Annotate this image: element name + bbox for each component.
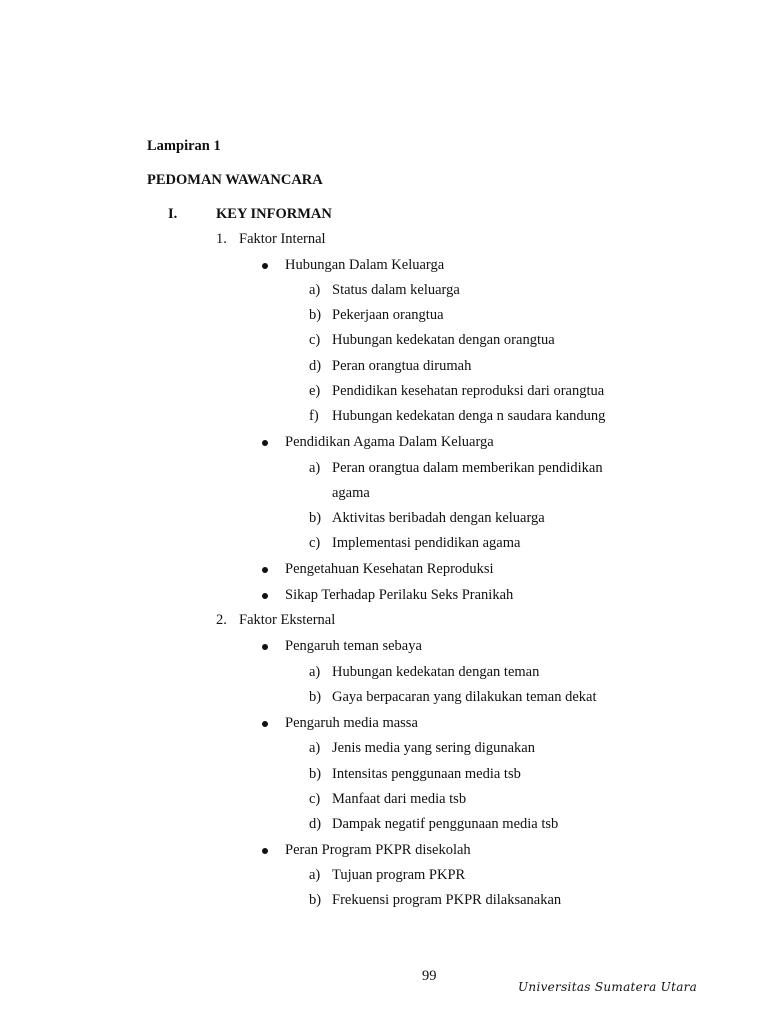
item-text: Gaya berpacaran yang dilakukan teman dekat (332, 689, 597, 705)
topic-title: Peran Program PKPR disekolah (285, 842, 471, 858)
item-text: Hubungan kedekatan denga n saudara kandung (332, 408, 606, 424)
topic-title: Pengaruh teman sebaya (285, 638, 422, 654)
item-text-continuation: agama (332, 485, 370, 501)
university-footer: Universitas Sumatera Utara (518, 980, 698, 994)
item-label: b) (309, 689, 322, 705)
item-label: c) (309, 332, 321, 348)
bullet-icon (262, 644, 268, 650)
item-label: b) (309, 307, 322, 323)
item-text: Peran orangtua dalam memberikan pendidikan (332, 460, 603, 476)
item-label: d) (309, 358, 322, 374)
item-text: Manfaat dari media tsb (332, 791, 467, 807)
group-title: Faktor Eksternal (239, 612, 336, 628)
item-text: Dampak negatif penggunaan media tsb (332, 816, 559, 832)
item-text: Frekuensi program PKPR dilaksanakan (332, 892, 562, 908)
section-numeral: I. (168, 206, 178, 222)
item-label: d) (309, 816, 322, 832)
item-label: a) (309, 740, 321, 756)
page-number: 99 (422, 968, 437, 984)
item-text: Jenis media yang sering digunakan (332, 740, 535, 756)
bullet-icon (262, 263, 268, 269)
item-label: c) (309, 535, 321, 551)
item-label: e) (309, 383, 321, 399)
item-text: Pendidikan kesehatan reproduksi dari orangtua (332, 383, 605, 399)
item-label: a) (309, 460, 321, 476)
item-label: b) (309, 766, 322, 782)
topic-title: Pengaruh media massa (285, 715, 418, 731)
item-label: f) (309, 408, 319, 424)
topic-title: Sikap Terhadap Perilaku Seks Pranikah (285, 587, 514, 603)
item-label: b) (309, 892, 322, 908)
document-title: PEDOMAN WAWANCARA (147, 172, 323, 188)
bullet-icon (262, 593, 268, 599)
bullet-icon (262, 567, 268, 573)
item-text: Peran orangtua dirumah (332, 358, 472, 374)
item-text: Aktivitas beribadah dengan keluarga (332, 510, 545, 526)
item-label: a) (309, 282, 321, 298)
appendix-label: Lampiran 1 (147, 138, 221, 154)
item-text: Status dalam keluarga (332, 282, 460, 298)
section-heading: KEY INFORMAN (216, 206, 332, 222)
bullet-icon (262, 440, 268, 446)
bullet-icon (262, 721, 268, 727)
item-label: a) (309, 664, 321, 680)
item-text: Hubungan kedekatan dengan teman (332, 664, 540, 680)
topic-title: Pendidikan Agama Dalam Keluarga (285, 434, 494, 450)
group-number: 1. (216, 231, 227, 247)
topic-title: Pengetahuan Kesehatan Reproduksi (285, 561, 494, 577)
bullet-icon (262, 848, 268, 854)
topic-title: Hubungan Dalam Keluarga (285, 257, 445, 273)
group-number: 2. (216, 612, 227, 628)
item-text: Hubungan kedekatan dengan orangtua (332, 332, 555, 348)
item-label: c) (309, 791, 321, 807)
group-title: Faktor Internal (239, 231, 326, 247)
item-text: Implementasi pendidikan agama (332, 535, 521, 551)
item-text: Intensitas penggunaan media tsb (332, 766, 521, 782)
item-label: a) (309, 867, 321, 883)
item-text: Pekerjaan orangtua (332, 307, 444, 323)
item-text: Tujuan program PKPR (332, 867, 466, 883)
item-label: b) (309, 510, 322, 526)
